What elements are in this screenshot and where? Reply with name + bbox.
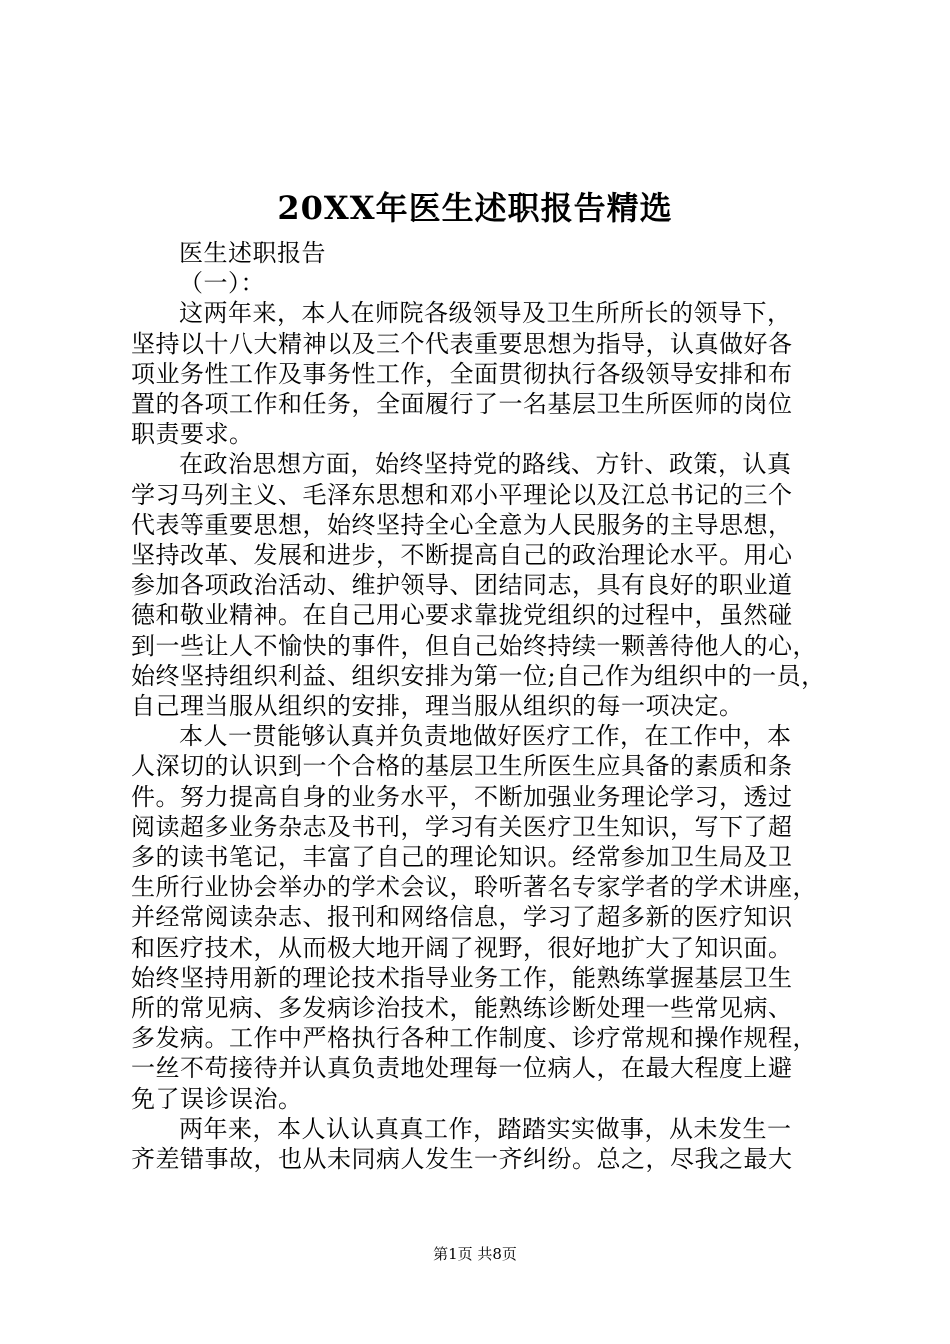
paragraph-line: 一丝不苟接待并认真负责地处理每一位病人，在最大程度上避: [131, 1054, 793, 1083]
paragraph-line: 和医疗技术，从而极大地开阔了视野，很好地扩大了知识面。: [131, 933, 793, 962]
paragraph-4: [131, 1114, 843, 1174]
paragraph-3: [131, 721, 843, 1114]
paragraph-line: 始终坚持用新的理论技术指导业务工作，能熟练掌握基层卫生: [131, 963, 793, 992]
paragraph-line: 学习马列主义、毛泽东思想和邓小平理论以及江总书记的三个: [131, 480, 793, 509]
paragraph-line: 人深切的认识到一个合格的基层卫生所医生应具备的素质和条: [131, 752, 793, 781]
paragraph-line: 参加各项政治活动、维护领导、团结同志，具有良好的职业道: [131, 571, 793, 600]
paragraph-line: 所的常见病、多发病诊治技术，能熟练诊断处理一些常见病、: [131, 994, 793, 1023]
paragraph-line: 在政治思想方面，始终坚持党的路线、方针、政策，认真: [179, 450, 792, 479]
subtitle: 医生述职报告: [179, 239, 326, 267]
page-footer: 第1页 共8页: [433, 1245, 517, 1263]
document-title: 20XX年医生述职报告精选: [277, 189, 673, 227]
paragraph-line: 职责要求。: [131, 420, 254, 449]
paragraph-line: 并经常阅读杂志、报刊和网络信息，学习了超多新的医疗知识: [131, 903, 793, 932]
paragraph-line: 本人一贯能够认真并负责地做好医疗工作，在工作中，本: [179, 722, 792, 751]
paragraph-line: 坚持以十八大精神以及三个代表重要思想为指导，认真做好各: [131, 329, 793, 358]
paragraph-1: [131, 298, 843, 449]
paragraph-line: 坚持改革、发展和进步，不断提高自己的政治理论水平。用心: [131, 541, 793, 570]
document-body: [131, 238, 843, 1174]
paragraph-line: 齐差错事故，也从未同病人发生一齐纠纷。总之，尽我之最大: [131, 1145, 793, 1174]
paragraph-line: 多的读书笔记，丰富了自己的理论知识。经常参加卫生局及卫: [131, 843, 793, 872]
paragraph-line: 免了误诊误治。: [131, 1084, 303, 1113]
paragraph-line: 代表等重要思想，始终坚持全心全意为人民服务的主导思想，: [131, 510, 793, 539]
paragraph-line: 始终坚持组织利益、组织安排为第一位;自己作为组织中的一员，: [131, 661, 826, 690]
paragraph-2: [131, 449, 843, 721]
paragraph-line: 德和敬业精神。在自己用心要求靠拢党组织的过程中，虽然碰: [131, 601, 793, 630]
paragraph-line: 自己理当服从组织的安排，理当服从组织的每一项决定。: [131, 692, 744, 721]
paragraph-line: 两年来，本人认认真真工作，踏踏实实做事，从未发生一: [179, 1114, 792, 1143]
paragraph-line: 生所行业协会举办的学术会议，聆听著名专家学者的学术讲座，: [131, 873, 817, 902]
paragraph-line: 项业务性工作及事务性工作，全面贯彻执行各级领导安排和布: [131, 359, 793, 388]
paragraph-line: 件。努力提高自身的业务水平，不断加强业务理论学习，透过: [131, 782, 793, 811]
paragraph-line: 阅读超多业务杂志及书刊，学习有关医疗卫生知识，写下了超: [131, 812, 793, 841]
paragraph-line: 到一些让人不愉快的事件，但自己始终持续一颗善待他人的心，: [131, 631, 817, 660]
paragraph-line: 这两年来，本人在师院各级领导及卫生所所长的领导下，: [179, 299, 792, 328]
paragraph-line: 置的各项工作和任务，全面履行了一名基层卫生所医师的岗位: [131, 390, 793, 419]
paragraph-line: 多发病。工作中严格执行各种工作制度、诊疗常规和操作规程，: [131, 1024, 817, 1053]
section-marker: （一）：: [179, 269, 265, 298]
